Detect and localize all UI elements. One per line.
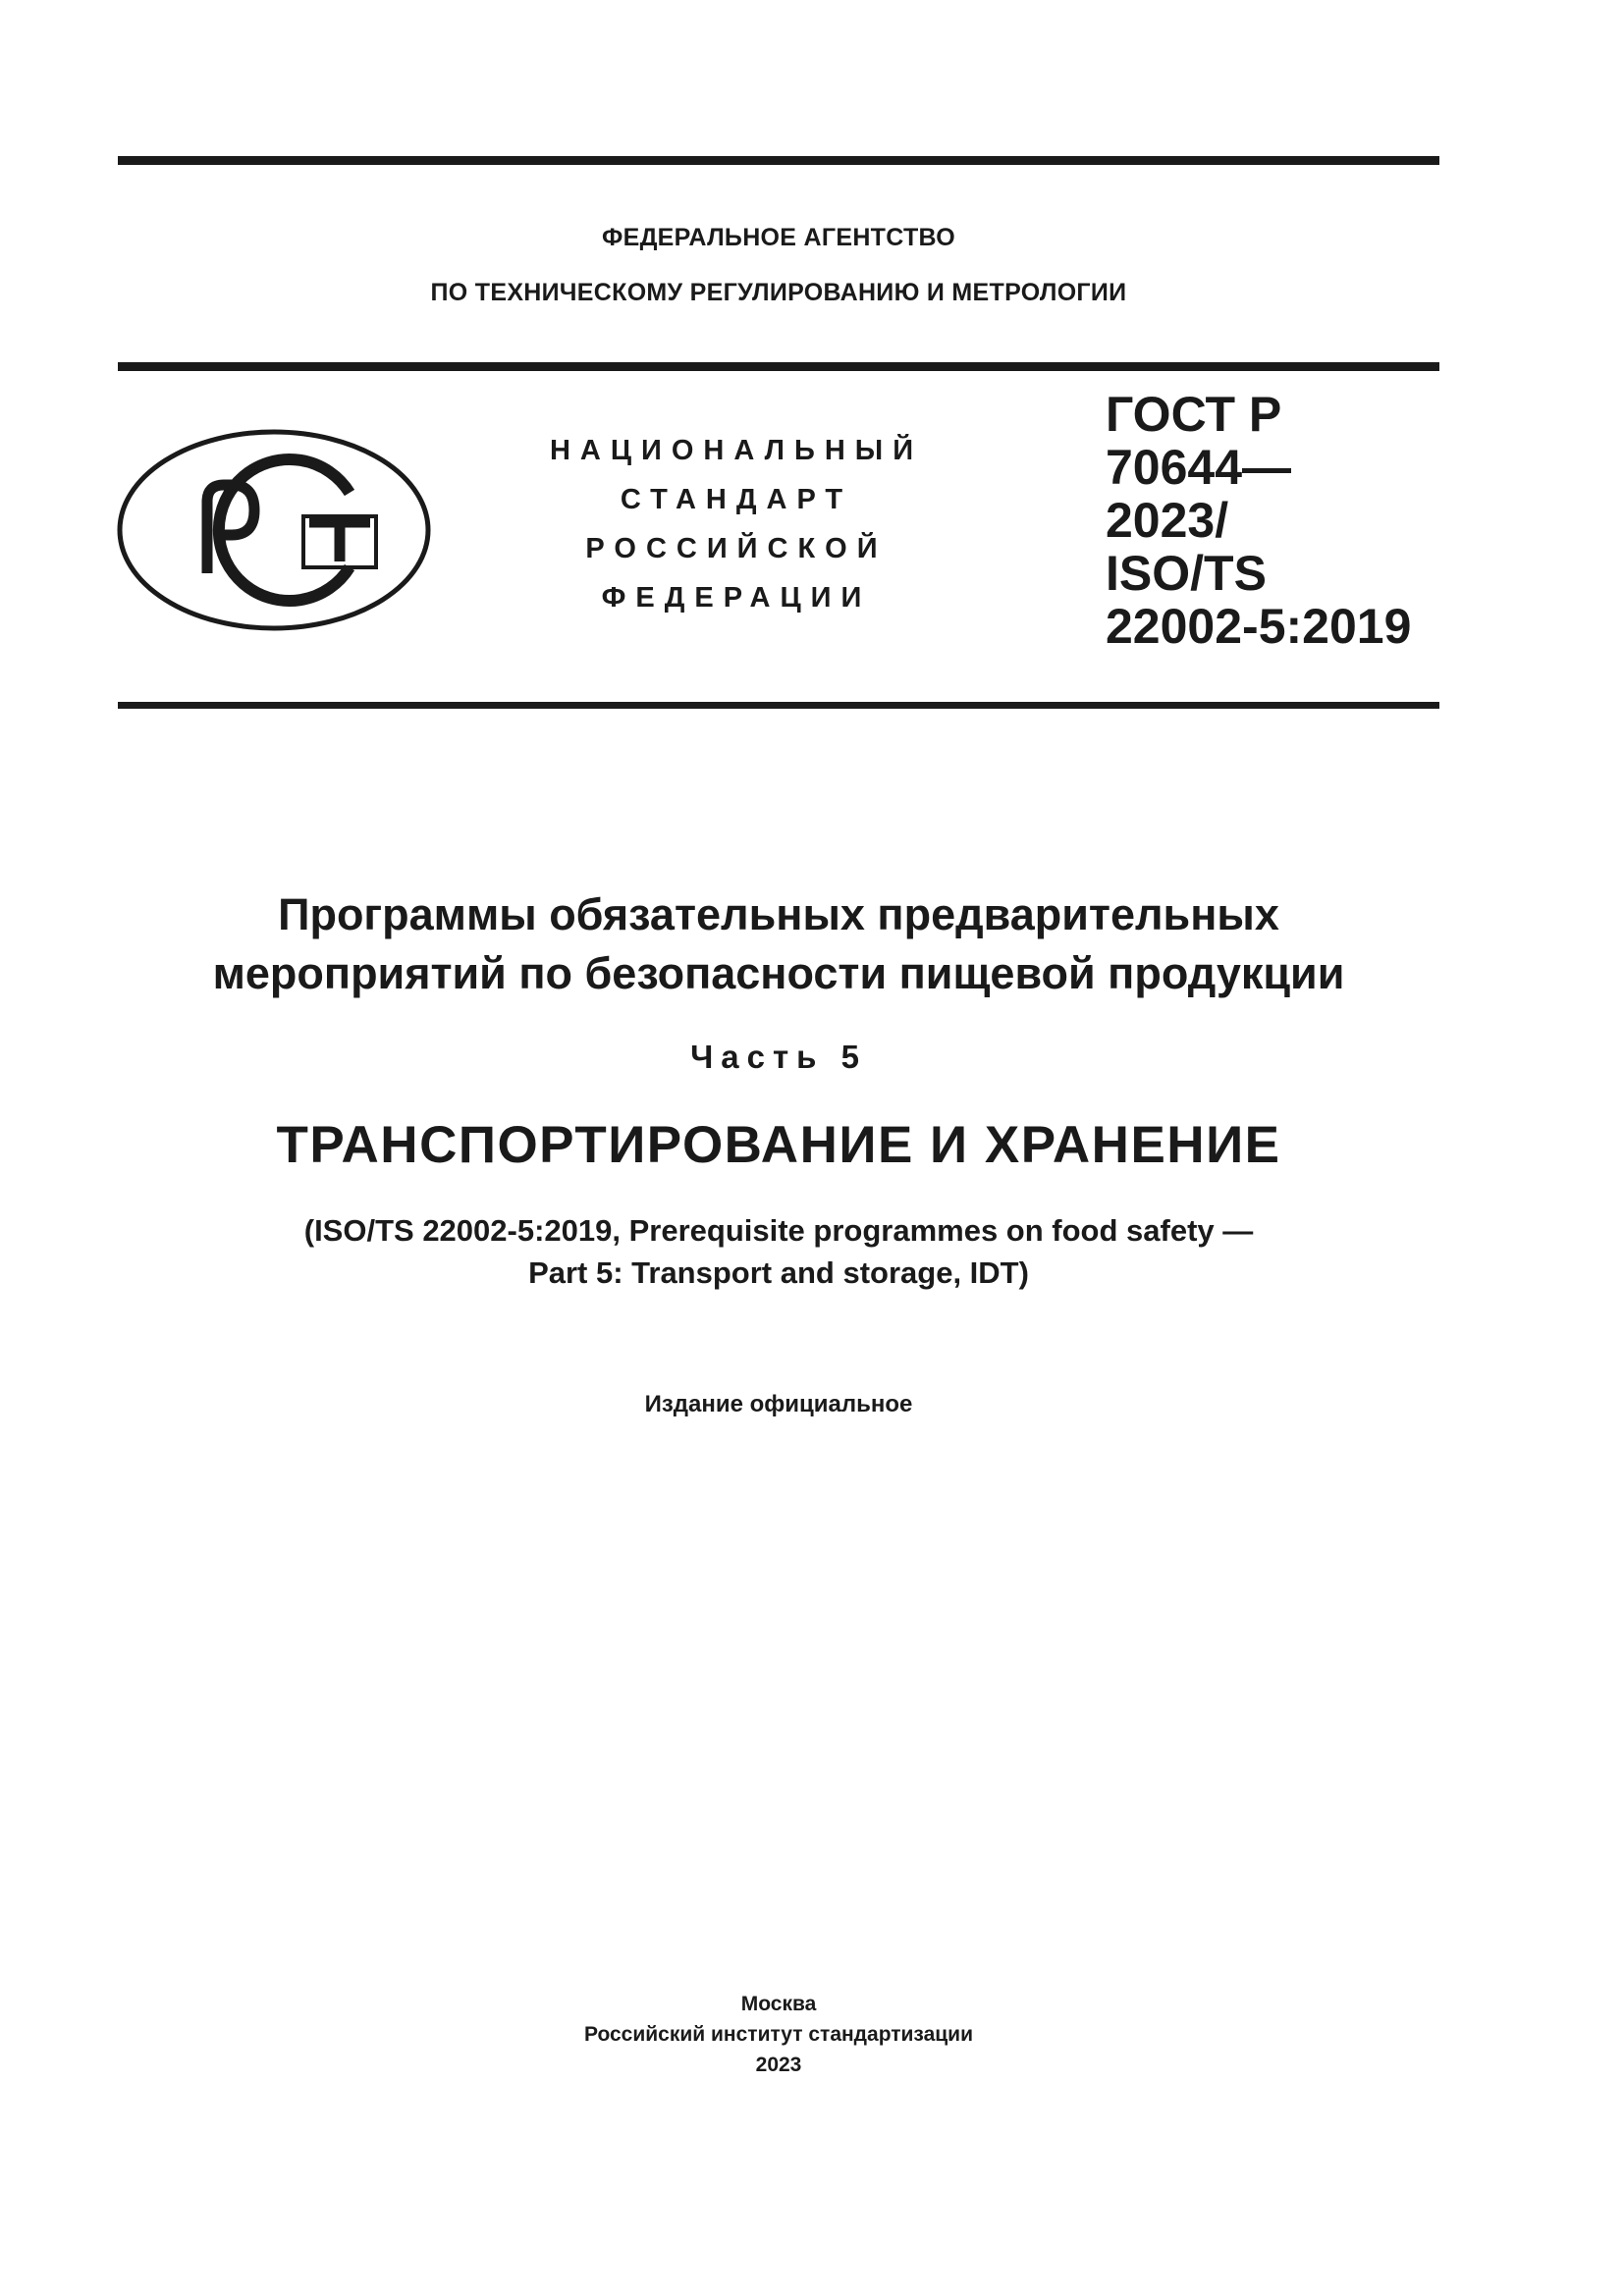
international-reference-line: Part 5: Transport and storage, IDT) <box>528 1255 1029 1290</box>
imprint-year: 2023 <box>755 2054 802 2076</box>
international-reference <box>118 1209 1439 1294</box>
imprint-city: Москва <box>740 1993 817 2015</box>
designation-line: 70644— <box>1106 440 1292 495</box>
national-standard-line: СТАНДАРТ <box>620 484 853 515</box>
header-rule <box>118 362 1439 371</box>
designation-line: ISO/TS <box>1106 546 1267 601</box>
title-line: мероприятий по безопасности пищевой продукции <box>212 948 1345 998</box>
national-standard-line: ФЕДЕРАЦИИ <box>601 582 872 614</box>
document-subtitle: ТРАНСПОРТИРОВАНИЕ И ХРАНЕНИЕ <box>276 1116 1281 1174</box>
national-standard-label <box>511 426 962 622</box>
rst-emblem-icon <box>116 428 432 632</box>
header-bottom-rule <box>118 702 1439 709</box>
international-reference-line: (ISO/TS 22002-5:2019, Prerequisite programmes on food safety — <box>303 1213 1254 1248</box>
national-standard-line: РОССИЙСКОЙ <box>585 533 888 564</box>
agency-name-line-2: ПО ТЕХНИЧЕСКОМУ РЕГУЛИРОВАНИЮ И МЕТРОЛОГИИ <box>430 279 1127 306</box>
designation-line: 2023/ <box>1106 493 1229 548</box>
document-title <box>118 885 1439 1003</box>
designation-line: 22002-5:2019 <box>1106 599 1412 654</box>
part-number: Часть 5 <box>690 1039 867 1075</box>
imprint-publisher: Российский институт стандартизации <box>583 2023 974 2046</box>
top-rule <box>118 156 1439 165</box>
standard-designation <box>1106 388 1430 653</box>
edition-label: Издание официальное <box>644 1391 913 1417</box>
agency-name-line-1: ФЕДЕРАЛЬНОЕ АГЕНТСТВО <box>601 224 956 251</box>
title-line: Программы обязательных предварительных <box>278 889 1279 939</box>
imprint <box>118 1989 1439 2080</box>
designation-line: ГОСТ Р <box>1106 387 1282 442</box>
national-standard-line: НАЦИОНАЛЬНЫЙ <box>549 435 924 466</box>
